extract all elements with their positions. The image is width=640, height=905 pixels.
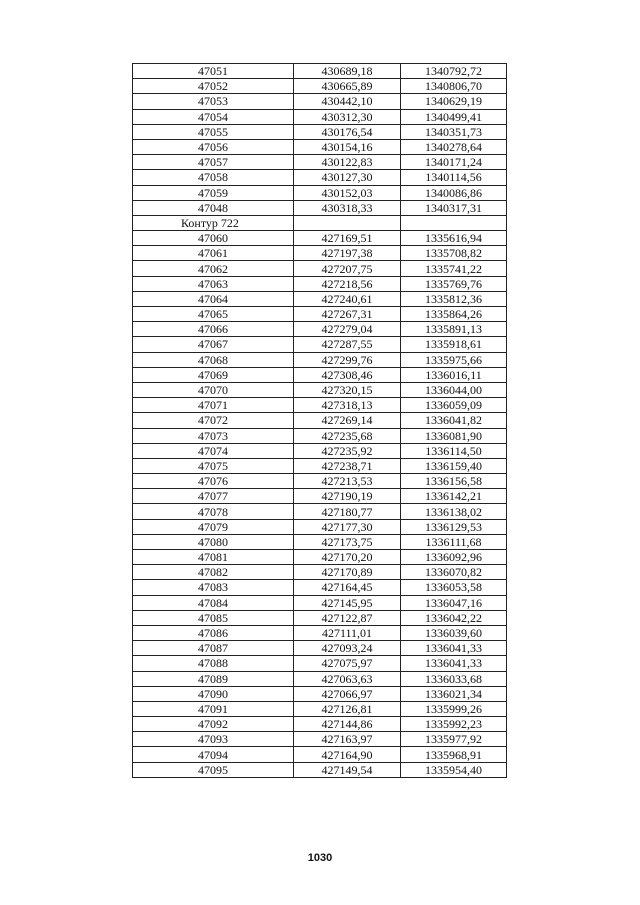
x-coordinate-cell: 430152,03	[294, 185, 401, 200]
point-number-cell: 47057	[133, 155, 294, 170]
x-coordinate-cell: 427190,19	[294, 489, 401, 504]
y-coordinate-cell: 1336092,96	[401, 550, 507, 565]
y-coordinate-cell: 1335891,13	[401, 322, 507, 337]
table-row	[133, 64, 507, 79]
table-row	[133, 580, 507, 595]
x-coordinate-cell: 430154,16	[294, 139, 401, 154]
coordinates-table-body	[133, 64, 507, 778]
y-coordinate-cell: 1340629,19	[401, 94, 507, 109]
table-row	[133, 185, 507, 200]
point-number-cell: 47063	[133, 276, 294, 291]
y-coordinate-cell: 1336044,00	[401, 382, 507, 397]
y-coordinate-cell: 1336111,68	[401, 534, 507, 549]
y-coordinate-cell: 1336156,58	[401, 474, 507, 489]
y-coordinate-cell: 1336114,50	[401, 443, 507, 458]
y-coordinate-cell: 1336138,02	[401, 504, 507, 519]
page-number: 1030	[307, 852, 333, 864]
point-number-cell: 47074	[133, 443, 294, 458]
point-number-cell: 47072	[133, 413, 294, 428]
table-row	[133, 747, 507, 762]
point-number-cell: 47059	[133, 185, 294, 200]
table-row	[133, 458, 507, 473]
table-row	[133, 398, 507, 413]
table-row	[133, 337, 507, 352]
point-number-cell: 47077	[133, 489, 294, 504]
table-row	[133, 625, 507, 640]
table-row	[133, 246, 507, 261]
x-coordinate-cell: 427164,90	[294, 747, 401, 762]
point-number-cell: 47086	[133, 625, 294, 640]
y-coordinate-cell: 1340317,31	[401, 200, 507, 215]
table-row	[133, 474, 507, 489]
x-coordinate-cell: 427122,87	[294, 610, 401, 625]
x-coordinate-cell: 427320,15	[294, 382, 401, 397]
point-number-cell: 47067	[133, 337, 294, 352]
y-coordinate-cell: 1335975,66	[401, 352, 507, 367]
table-row	[133, 139, 507, 154]
y-coordinate-cell: 1340351,73	[401, 124, 507, 139]
point-number-cell: 47069	[133, 367, 294, 382]
point-number-cell: 47054	[133, 109, 294, 124]
x-coordinate-cell: 427170,20	[294, 550, 401, 565]
table-row	[133, 382, 507, 397]
table-row	[133, 231, 507, 246]
point-number-cell: 47087	[133, 641, 294, 656]
point-number-cell: 47070	[133, 382, 294, 397]
table-row	[133, 656, 507, 671]
point-number-cell: 47048	[133, 200, 294, 215]
y-coordinate-cell: 1336041,82	[401, 413, 507, 428]
table-row	[133, 701, 507, 716]
x-coordinate-cell: 427169,51	[294, 231, 401, 246]
point-number-cell: 47060	[133, 231, 294, 246]
y-coordinate-cell: 1340792,72	[401, 64, 507, 79]
table-row	[133, 155, 507, 170]
x-coordinate-cell: 427126,81	[294, 701, 401, 716]
y-coordinate-cell: 1335741,22	[401, 261, 507, 276]
y-coordinate-cell: 1336047,16	[401, 595, 507, 610]
y-coordinate-cell: 1335812,36	[401, 291, 507, 306]
y-coordinate-cell: 1340278,64	[401, 139, 507, 154]
point-number-cell: 47051	[133, 64, 294, 79]
table-row	[133, 79, 507, 94]
point-number-cell: 47073	[133, 428, 294, 443]
point-number-cell: 47083	[133, 580, 294, 595]
y-coordinate-cell: 1336081,90	[401, 428, 507, 443]
empty-cell	[294, 215, 401, 230]
y-coordinate-cell: 1336042,22	[401, 610, 507, 625]
y-coordinate-cell: 1336033,68	[401, 671, 507, 686]
x-coordinate-cell: 427144,86	[294, 717, 401, 732]
x-coordinate-cell: 430122,83	[294, 155, 401, 170]
y-coordinate-cell: 1340806,70	[401, 79, 507, 94]
table-row	[133, 671, 507, 686]
table-row	[133, 352, 507, 367]
x-coordinate-cell: 427180,77	[294, 504, 401, 519]
y-coordinate-cell: 1336053,58	[401, 580, 507, 595]
point-number-cell: 47084	[133, 595, 294, 610]
point-number-cell: 47081	[133, 550, 294, 565]
point-number-cell: 47092	[133, 717, 294, 732]
table-row	[133, 717, 507, 732]
table-row	[133, 732, 507, 747]
x-coordinate-cell: 430318,33	[294, 200, 401, 215]
y-coordinate-cell: 1335864,26	[401, 307, 507, 322]
point-number-cell: 47061	[133, 246, 294, 261]
x-coordinate-cell: 427197,38	[294, 246, 401, 261]
x-coordinate-cell: 427299,76	[294, 352, 401, 367]
point-number-cell: 47071	[133, 398, 294, 413]
y-coordinate-cell: 1336041,33	[401, 656, 507, 671]
x-coordinate-cell: 427267,31	[294, 307, 401, 322]
table-row	[133, 595, 507, 610]
x-coordinate-cell: 427235,68	[294, 428, 401, 443]
point-number-cell: 47089	[133, 671, 294, 686]
x-coordinate-cell: 430127,30	[294, 170, 401, 185]
x-coordinate-cell: 427287,55	[294, 337, 401, 352]
table-row	[133, 94, 507, 109]
point-number-cell: 47094	[133, 747, 294, 762]
x-coordinate-cell: 427218,56	[294, 276, 401, 291]
y-coordinate-cell: 1336021,34	[401, 686, 507, 701]
point-number-cell: 47056	[133, 139, 294, 154]
y-coordinate-cell: 1340171,24	[401, 155, 507, 170]
x-coordinate-cell: 427063,63	[294, 671, 401, 686]
table-row	[133, 641, 507, 656]
point-number-cell: 47091	[133, 701, 294, 716]
table-row	[133, 610, 507, 625]
table-row	[133, 504, 507, 519]
point-number-cell: 47090	[133, 686, 294, 701]
x-coordinate-cell: 430312,30	[294, 109, 401, 124]
section-label: Контур 722	[133, 215, 294, 230]
y-coordinate-cell: 1336070,82	[401, 565, 507, 580]
x-coordinate-cell: 427163,97	[294, 732, 401, 747]
x-coordinate-cell: 427075,97	[294, 656, 401, 671]
table-row	[133, 124, 507, 139]
table-row	[133, 109, 507, 124]
table-row	[133, 261, 507, 276]
y-coordinate-cell: 1335992,23	[401, 717, 507, 732]
table-row	[133, 762, 507, 777]
y-coordinate-cell: 1335918,61	[401, 337, 507, 352]
x-coordinate-cell: 427279,04	[294, 322, 401, 337]
point-number-cell: 47079	[133, 519, 294, 534]
point-number-cell: 47075	[133, 458, 294, 473]
x-coordinate-cell: 430442,10	[294, 94, 401, 109]
y-coordinate-cell: 1336129,53	[401, 519, 507, 534]
point-number-cell: 47080	[133, 534, 294, 549]
point-number-cell: 47078	[133, 504, 294, 519]
y-coordinate-cell: 1335708,82	[401, 246, 507, 261]
point-number-cell: 47095	[133, 762, 294, 777]
y-coordinate-cell: 1336159,40	[401, 458, 507, 473]
x-coordinate-cell: 430665,89	[294, 79, 401, 94]
table-row	[133, 322, 507, 337]
table-row	[133, 489, 507, 504]
point-number-cell: 47068	[133, 352, 294, 367]
x-coordinate-cell: 430689,18	[294, 64, 401, 79]
y-coordinate-cell: 1335954,40	[401, 762, 507, 777]
x-coordinate-cell: 427235,92	[294, 443, 401, 458]
point-number-cell: 47064	[133, 291, 294, 306]
table-row	[133, 367, 507, 382]
y-coordinate-cell: 1335977,92	[401, 732, 507, 747]
x-coordinate-cell: 427240,61	[294, 291, 401, 306]
table-row	[133, 428, 507, 443]
section-header-row	[133, 215, 507, 230]
x-coordinate-cell: 427145,95	[294, 595, 401, 610]
y-coordinate-cell: 1335968,91	[401, 747, 507, 762]
point-number-cell: 47055	[133, 124, 294, 139]
y-coordinate-cell: 1336016,11	[401, 367, 507, 382]
table-row	[133, 519, 507, 534]
x-coordinate-cell: 427308,46	[294, 367, 401, 382]
y-coordinate-cell: 1340086,86	[401, 185, 507, 200]
coordinates-table	[132, 63, 507, 778]
empty-cell	[401, 215, 507, 230]
x-coordinate-cell: 427093,24	[294, 641, 401, 656]
point-number-cell: 47058	[133, 170, 294, 185]
point-number-cell: 47062	[133, 261, 294, 276]
x-coordinate-cell: 427207,75	[294, 261, 401, 276]
table-row	[133, 170, 507, 185]
table-row	[133, 443, 507, 458]
point-number-cell: 47053	[133, 94, 294, 109]
y-coordinate-cell: 1336059,09	[401, 398, 507, 413]
x-coordinate-cell: 427111,01	[294, 625, 401, 640]
table-row	[133, 550, 507, 565]
y-coordinate-cell: 1336039,60	[401, 625, 507, 640]
point-number-cell: 47088	[133, 656, 294, 671]
x-coordinate-cell: 427213,53	[294, 474, 401, 489]
x-coordinate-cell: 427269,14	[294, 413, 401, 428]
y-coordinate-cell: 1335999,26	[401, 701, 507, 716]
table-row	[133, 534, 507, 549]
x-coordinate-cell: 430176,54	[294, 124, 401, 139]
table-row	[133, 291, 507, 306]
x-coordinate-cell: 427164,45	[294, 580, 401, 595]
y-coordinate-cell: 1335616,94	[401, 231, 507, 246]
y-coordinate-cell: 1340499,41	[401, 109, 507, 124]
x-coordinate-cell: 427149,54	[294, 762, 401, 777]
point-number-cell: 47076	[133, 474, 294, 489]
y-coordinate-cell: 1340114,56	[401, 170, 507, 185]
x-coordinate-cell: 427177,30	[294, 519, 401, 534]
y-coordinate-cell: 1335769,76	[401, 276, 507, 291]
x-coordinate-cell: 427170,89	[294, 565, 401, 580]
point-number-cell: 47066	[133, 322, 294, 337]
x-coordinate-cell: 427173,75	[294, 534, 401, 549]
table-row	[133, 413, 507, 428]
point-number-cell: 47093	[133, 732, 294, 747]
point-number-cell: 47052	[133, 79, 294, 94]
x-coordinate-cell: 427238,71	[294, 458, 401, 473]
x-coordinate-cell: 427318,13	[294, 398, 401, 413]
table-row	[133, 565, 507, 580]
x-coordinate-cell: 427066,97	[294, 686, 401, 701]
y-coordinate-cell: 1336142,21	[401, 489, 507, 504]
y-coordinate-cell: 1336041,33	[401, 641, 507, 656]
point-number-cell: 47065	[133, 307, 294, 322]
table-row	[133, 686, 507, 701]
point-number-cell: 47082	[133, 565, 294, 580]
table-row	[133, 200, 507, 215]
point-number-cell: 47085	[133, 610, 294, 625]
table-row	[133, 276, 507, 291]
table-row	[133, 307, 507, 322]
